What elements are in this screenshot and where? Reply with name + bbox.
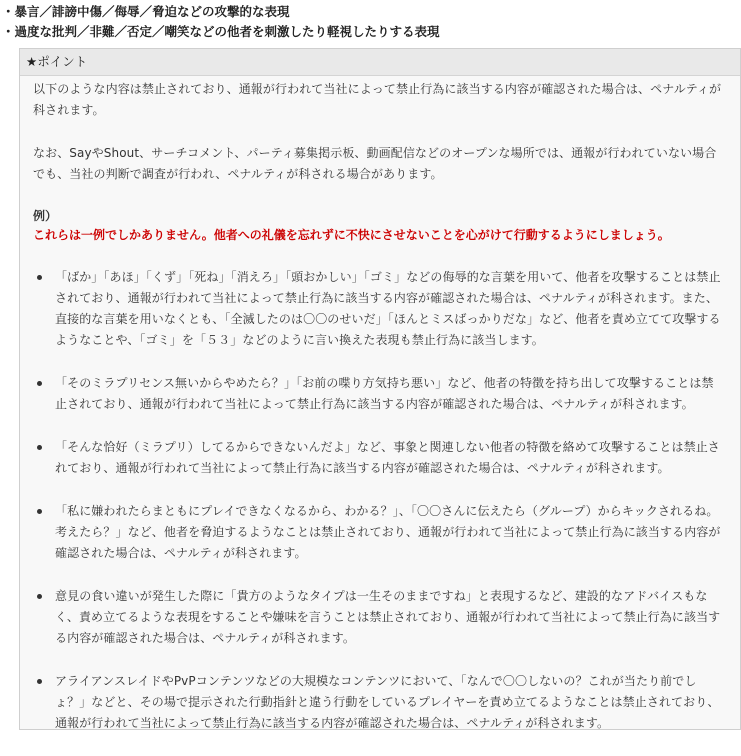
bullet-icon xyxy=(37,381,42,386)
bullet-icon xyxy=(37,445,42,450)
example-item xyxy=(33,267,723,351)
example-list xyxy=(33,267,723,734)
prohibited-item-criticism: ・過度な批判／非難／否定／嘲笑などの他者を刺激したり軽視したりする表現 xyxy=(2,24,440,39)
example-item xyxy=(33,437,723,479)
bullet-icon xyxy=(37,275,42,280)
example-item xyxy=(33,586,723,649)
example-emphasis-note: これらは一例でしかありません。他者への礼儀を忘れずに不快にさせないことを心がけて行動するようにしましょう。 xyxy=(33,228,670,242)
point-box-title: ★ポイント xyxy=(20,49,740,76)
bullet-icon xyxy=(37,679,42,684)
example-item-text: 「ばか」「あほ」「くず」「死ね」「消えろ」「頭おかしい」「ゴミ」などの侮辱的な言葉を用いて、他者を攻撃することは禁止されており、通報が行われて当社によって禁止行為に該当する内容が確認された場合は、ペナルティが科されます。また、直接的な言葉を用いなくとも、「全滅したのは〇〇のせいだ」「ほんとミスばっかりだな」など、他者を責め立てて攻撃するようなことや、「ゴミ」を「５３」などのように言い換えた表現も禁止行為に該当します。 xyxy=(55,270,721,347)
example-item-text: 「私に嫌われたらまともにプレイできなくなるから、わかる？」、「〇〇さんに伝えたら（グループ）からキックされるね。考えたら？」など、他者を脅迫するようなことは禁止されており、通報が行われて当社によって禁止行為に該当する内容が確認された場合は、ペナルティが科されます。 xyxy=(55,504,721,560)
example-item xyxy=(33,501,723,564)
example-item-text: 意見の食い違いが発生した際に「貴方のようなタイプは一生そのままですね」と表現するなど、建設的なアドバイスもなく、責め立てるような表現をすることや嫌味を言うことは禁止されており、通報が行われて当社によって禁止行為に該当する内容が確認された場合は、ペナルティが科されます。 xyxy=(55,589,721,645)
bullet-icon xyxy=(37,509,42,514)
prohibited-expression-list xyxy=(2,2,718,42)
point-box-body xyxy=(33,79,723,756)
bullet-icon xyxy=(37,594,42,599)
point-box xyxy=(19,48,741,730)
example-item-text: 「そのミラプリセンス無いからやめたら？」「お前の喋り方気持ち悪い」など、他者の特徴を持ち出して攻撃することは禁止されており、通報が行われて当社によって禁止行為に該当する内容が確認された場合は、ペナルティが科されます。 xyxy=(55,376,714,411)
example-item xyxy=(33,671,723,734)
example-item-text: アライアンスレイドやPvPコンテンツなどの大規模なコンテンツにおいて、「なんで〇〇しないの？これが当たり前でしょ？」などと、その場で提示された行動指針と違う行動をしているプレイヤーを責め立てるようなことは禁止されており、通報が行われて当社によって禁止行為に該当する内容が確認された場合は、ペナルティが科されます。 xyxy=(55,674,720,730)
intro-paragraph-open-places: なお、SayやShout、サーチコメント、パーティ募集掲示板、動画配信などのオープンな場所では、通報が行われていない場合でも、当社の判断で調査が行われ、ペナルティが科される場合があります。 xyxy=(33,146,717,181)
intro-paragraph-penalty: 以下のような内容は禁止されており、通報が行われて当社によって禁止行為に該当する内容が確認された場合は、ペナルティが科されます。 xyxy=(33,82,722,117)
example-item-text: 「そんな恰好（ミラプリ）してるからできないんだよ」など、事象と関連しない他者の特徴を絡めて攻撃することは禁止されており、通報が行われて当社によって禁止行為に該当する内容が確認された場合は、ペナルティが科されます。 xyxy=(55,440,720,475)
example-label: 例） xyxy=(33,209,58,223)
example-item xyxy=(33,373,723,415)
prohibited-item-aggressive: ・暴言／誹謗中傷／侮辱／脅迫などの攻撃的な表現 xyxy=(2,4,290,19)
